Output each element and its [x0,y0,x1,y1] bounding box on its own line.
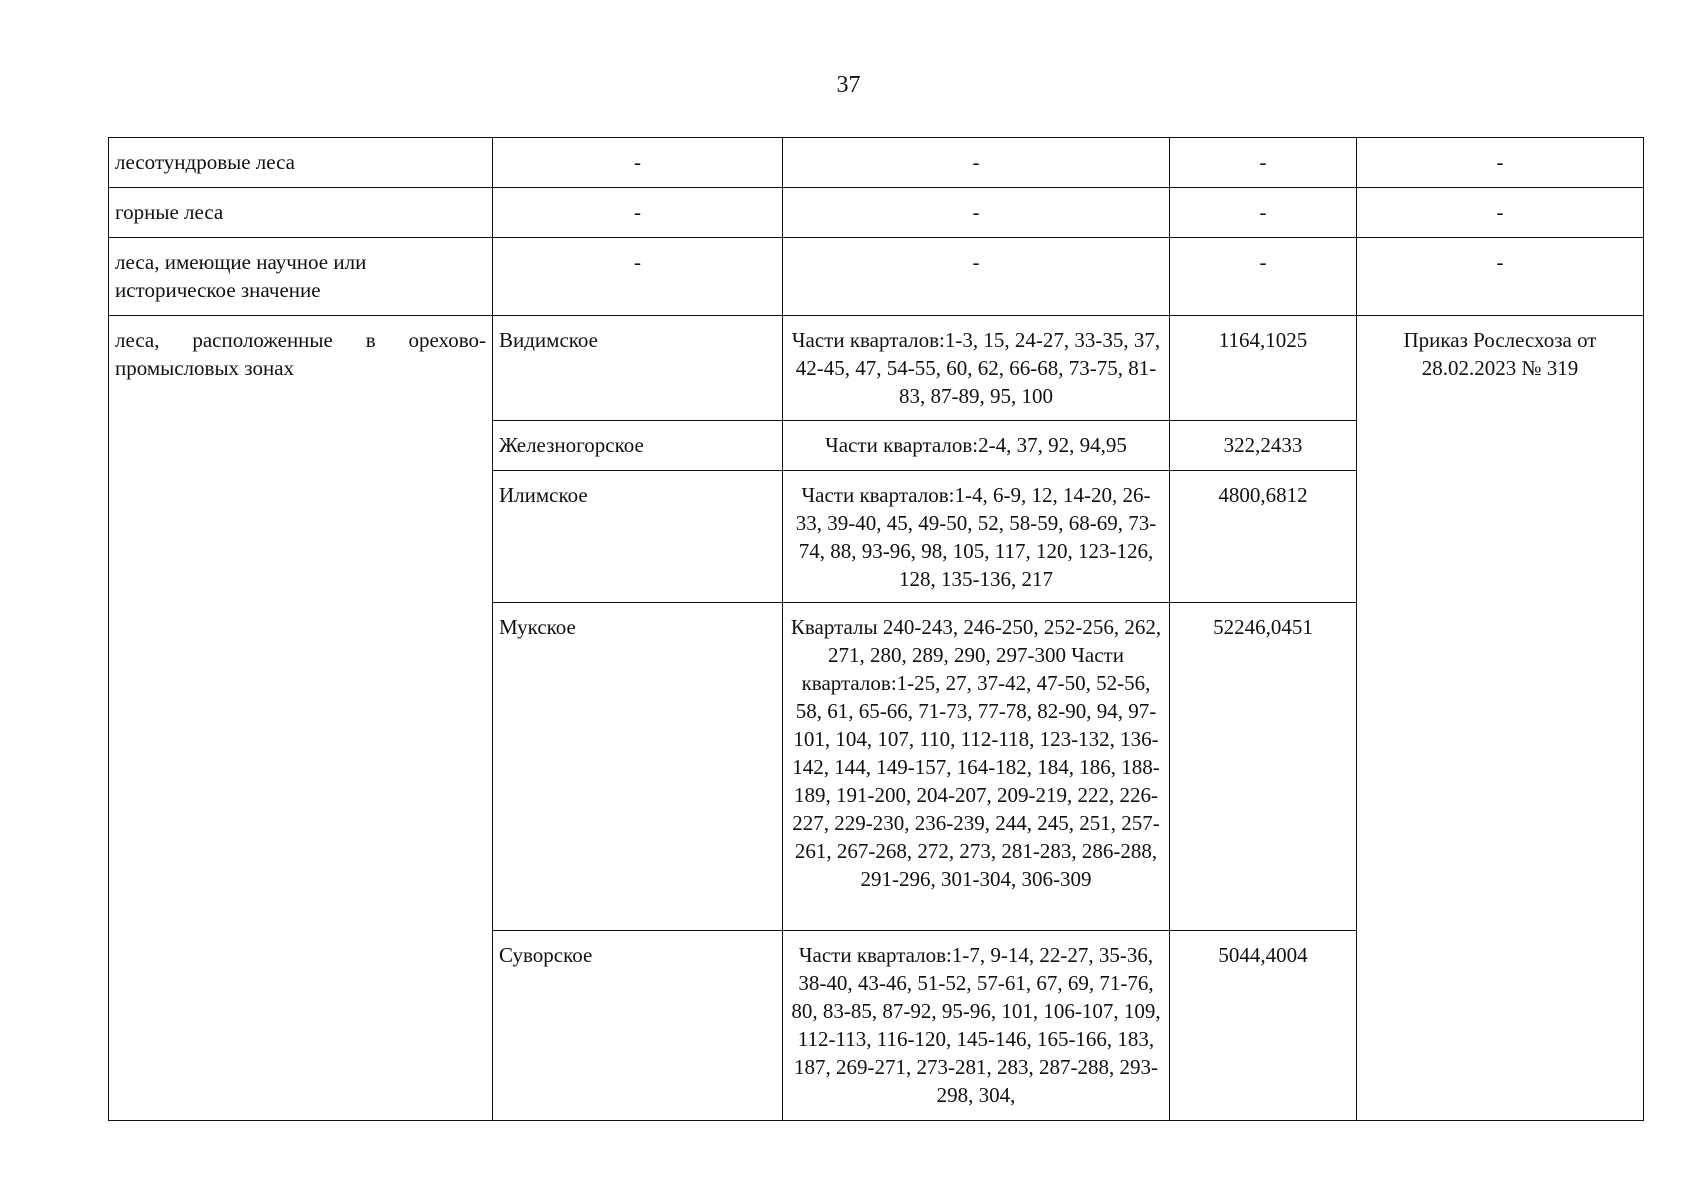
forestry-cell: Илимское [493,471,783,603]
document-cell: - [1357,238,1644,316]
quarters-cell: Части кварталов:1-4, 6-9, 12, 14-20, 26-33, 39-40, 45, 49-50, 52, 58-59, 68-69, 73-74, 88, 93-96, 98, 105, 117, 120, 123-126, 128, 135-136, 217 [783,471,1170,603]
quarters-cell: Кварталы 240-243, 246-250, 252-256, 262, 271, 280, 289, 290, 297-300 Части кварталов:1-25, 27, 37-42, 47-50, 52-56, 58, 61, 65-66, 71-73, 77-78, 82-90, 94, 97-101, 104, 107, 110, 112-118, 123-132, 136-142, 144, 149-157, 164-182, 184, 186, 188-189, 191-200, 204-207, 209-219, 222, 226-227, 229-230, 236-239, 244, 245, 251, 257-261, 267-268, 272, 273, 281-283, 286-288, 291-296, 301-304, 306-309 [783,603,1170,931]
quarters-cell: - [783,238,1170,316]
area-cell: 5044,4004 [1170,931,1357,1121]
forestry-cell: Мукское [493,603,783,931]
area-cell: 1164,1025 [1170,316,1357,421]
forestry-cell: - [493,238,783,316]
page-number: 37 [836,72,861,98]
category-cell: леса, имеющие научное или историческое значение [109,238,493,316]
table-row [109,316,1644,421]
forestry-cell: - [493,188,783,238]
quarters-cell: - [783,138,1170,188]
forest-table [108,137,1644,1121]
document-cell: - [1357,138,1644,188]
area-cell: - [1170,138,1357,188]
category-cell-nut-zone: леса, расположенные в орехово-промысловых зонах [109,316,493,1121]
forestry-cell: Видимское [493,316,783,421]
quarters-cell: - [783,188,1170,238]
quarters-cell: Части кварталов:1-3, 15, 24-27, 33-35, 37, 42-45, 47, 54-55, 60, 62, 66-68, 73-75, 81-83, 87-89, 95, 100 [783,316,1170,421]
forestry-cell: Суворское [493,931,783,1121]
area-cell: - [1170,188,1357,238]
quarters-cell: Части кварталов:2-4, 37, 92, 94,95 [783,421,1170,471]
forestry-cell: - [493,138,783,188]
area-cell: 322,2433 [1170,421,1357,471]
forestry-cell: Железногорское [493,421,783,471]
area-cell: 4800,6812 [1170,471,1357,603]
area-cell: 52246,0451 [1170,603,1357,931]
table-row [109,188,1644,238]
area-cell: - [1170,238,1357,316]
category-cell: лесотундровые леса [109,138,493,188]
category-cell: горные леса [109,188,493,238]
quarters-cell: Части кварталов:1-7, 9-14, 22-27, 35-36, 38-40, 43-46, 51-52, 57-61, 67, 69, 71-76, 80, 83-85, 87-92, 95-96, 101, 106-107, 109, 112-113, 116-120, 145-146, 165-166, 183, 187, 269-271, 273-281, 283, 287-288, 293-298, 304, [783,931,1170,1121]
document-cell: - [1357,188,1644,238]
document-cell-order: Приказ Рослесхоза от 28.02.2023 № 319 [1357,316,1644,1121]
table-row [109,138,1644,188]
table-row [109,238,1644,316]
